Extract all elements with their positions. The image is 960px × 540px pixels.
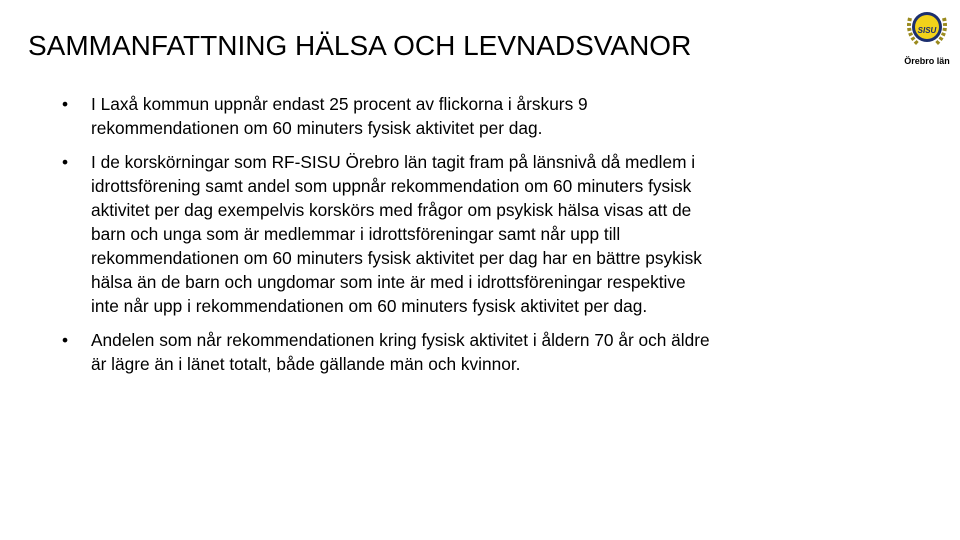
bullet-text: Andelen som når rekommendationen kring fysisk aktivitet i åldern 70 år och äldre är lägre än i länet totalt, både gällande män och kvinnor. — [91, 330, 710, 374]
slide-title: SAMMANFATTNING HÄLSA OCH LEVNADSVANOR — [28, 30, 692, 61]
svg-text:SISU: SISU — [917, 26, 937, 35]
bullet-text: I Laxå kommun uppnår endast 25 procent av flickorna i årskurs 9 rekommendationen om 60 minuters fysisk aktivitet per dag. — [91, 94, 588, 138]
bullet-icon: • — [62, 94, 69, 114]
laurel-emblem-icon — [904, 4, 950, 50]
bullet-icon: • — [62, 152, 69, 172]
bullet-item — [62, 92, 712, 140]
logo-text: Örebro län — [904, 56, 950, 66]
bullet-item — [62, 328, 712, 376]
rf-sisu-logo — [898, 4, 956, 70]
bullet-list — [62, 92, 712, 386]
bullet-text: I de korskörningar som RF-SISU Örebro län tagit fram på länsnivå då medlem i idrottsförening samt andel som uppnår rekommendation om 60 minuters fysisk aktivitet per dag exempelvis korskörs med frågor om psykisk hälsa visas att de barn och unga som är medlemmar i idrottsföreningar samt når upp till rekommendationen om 60 minuters fysisk aktivitet per dag har en bättre psykisk hälsa än de barn och ungdomar som inte är med i idrottsföreningar respektive inte når upp i rekommendationen om 60 minuters fysisk aktivitet per dag. — [91, 152, 702, 316]
bullet-item — [62, 150, 712, 318]
bullet-icon: • — [62, 330, 69, 350]
